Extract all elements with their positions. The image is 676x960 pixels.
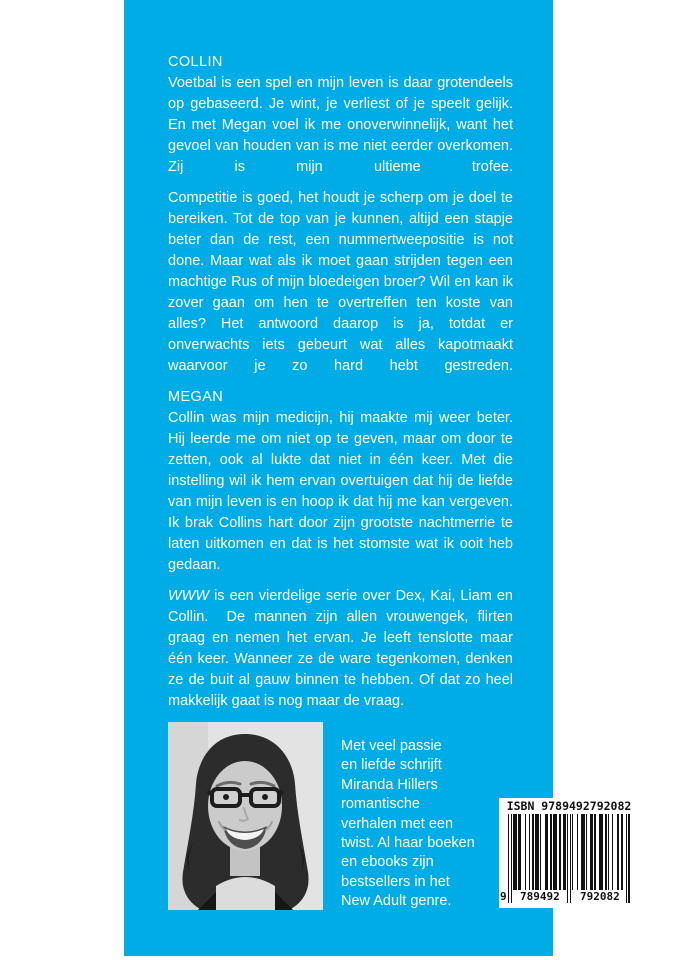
blurb-paragraph-megan: Collin was mijn medicijn, hij maakte mij weer beter. Hij leerde me om niet op te geven, maar om door te zetten, ook al lukte dat niet in één keer. Met die instelling wil ik hem ervan overtuigen dat hij de liefde van mijn leven is en hoop ik dat hij me kan vergeven. Ik brak Collins hart door zijn grootste nachtmerrie te laten uitkomen en dat is het stomste wat ik ooit heb gedaan. — [168, 410, 513, 573]
author-photo — [168, 722, 323, 910]
isbn-barcode-box — [499, 798, 639, 908]
bio-line: en ebooks zijn — [341, 854, 434, 871]
bio-line: Met veel passie — [341, 738, 442, 754]
author-portrait-illustration — [168, 722, 323, 910]
bio-line: verhalen met een — [341, 815, 454, 832]
barcode-digit-group-2: 789492 — [520, 890, 560, 903]
blurb-paragraph-competitie: Competitie is goed, het houdt je scherp om je doel te bereiken. Tot de top van je kunnen, altijd een stapje beter dan de rest, een nummertweepositie is not done. Maar wat als ik moet gaan strijden tegen een machtige Rus of mijn bloedeigen broer? Wil en kan ik zover gaan om hen te overtreffen ten koste van alles? Het antwoord daarop is ja, totdat er onverwachts iets gebeurt wat alles kapotmaakt waarvoor je zo hard hebt gestreden. — [168, 190, 513, 374]
isbn-label: ISBN 9789492792082 — [506, 799, 632, 813]
blurb-paragraph-collin: Voetbal is een spel en mijn leven is daar grotendeels op gebaseerd. Je wint, je verliest of je speelt gelijk. En met Megan voel ik me onoverwinnelijk, want het gevoel van houden van is me niet eerder overkomen. Zij is mijn ultieme trofee. — [168, 75, 513, 175]
bio-line: Miranda Hillers — [341, 776, 438, 793]
blurb-paragraph-series — [168, 586, 513, 712]
author-bio — [341, 737, 501, 912]
bio-line: bestsellers in het — [341, 873, 450, 890]
series-title-italic: WWW — [168, 588, 210, 604]
bio-line: New Adult genre. — [341, 893, 452, 910]
bio-line: romantische — [341, 796, 420, 813]
series-description: is een vierdelige serie over Dex, Kai, Liam en Collin. De mannen zijn allen vrouwengek, flirten graag en nemen het ervan. Je leeft tenslotte maar één keer. Wanneer ze de ware tegenkomen, denken ze de buit al gauw binnen te hebben. Of dat zo heel makkelijk gaat is nog maar de vraag. — [168, 588, 513, 709]
barcode-digit-group-3: 792082 — [580, 890, 620, 903]
section-heading-collin: COLLIN — [168, 54, 223, 70]
section-heading-megan: MEGAN — [168, 389, 224, 405]
barcode-digits — [499, 890, 639, 905]
bio-line: en liefde schrijft — [341, 757, 442, 774]
cover-panel — [124, 0, 553, 956]
barcode-digit-group-1: 9 — [500, 890, 507, 903]
blurb-text-column — [168, 52, 513, 712]
bio-line: twist. Al haar boeken — [341, 835, 475, 852]
